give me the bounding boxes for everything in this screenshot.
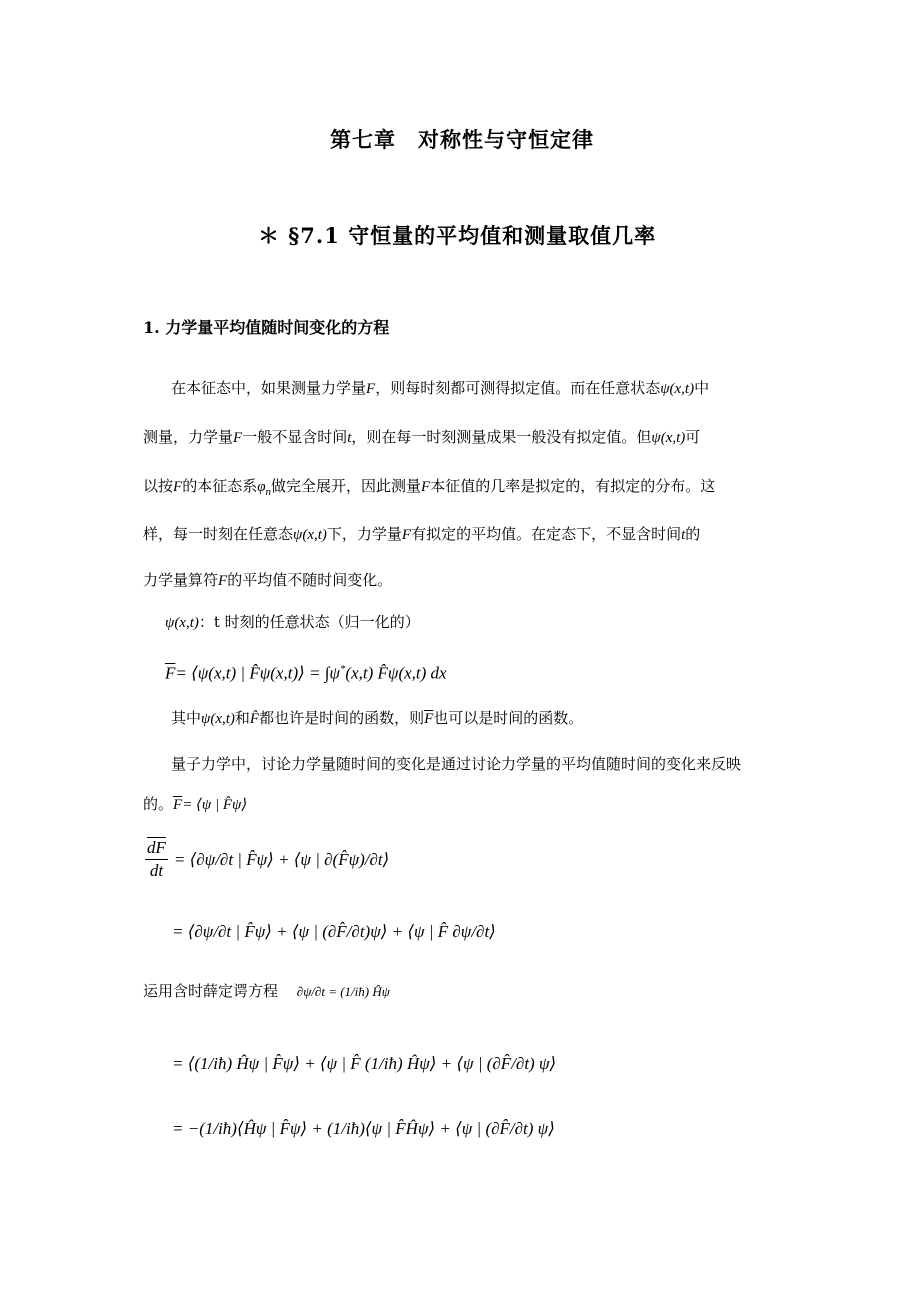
para2: 其中ψ(x,t)和F̂都也许是时间的函数，则$\overline{F}$也可以是时间的函数。 [171,709,584,727]
schrodinger-line: 运用含时薛定谔方程 ∂ψ/∂t = (1/iħ) Ĥψ [143,982,390,1000]
derivative-equation-4: = −(1/iħ)⟨Ĥψ | F̂ψ⟩ + (1/iħ)⟨ψ | F̂Ĥψ⟩ + ⟨ψ | (∂F̂/∂t) ψ⟩ [172,1119,555,1138]
average-equation: $\overline{F}=$ ⟨ψ(x,t) | F̂ψ(x,t)⟩ = ∫ψ*(x,t) F̂ψ(x,t) dx [165,663,447,683]
derivative-equation-3: = ⟨(1/iħ) Ĥψ | F̂ψ⟩ + ⟨ψ | F̂ (1/iħ) Ĥψ⟩ + ⟨ψ | (∂F̂/∂t) ψ⟩ [172,1054,557,1073]
section-title: ＊ §7.1 守恒量的平均值和测量取值几率 [258,223,657,248]
para1-line4: 样，每一时刻在任意态ψ(x,t)下，力学量F有拟定的平均值。在定态下，不显含时间t的 [143,525,701,543]
para1-line3: 以按F的本征态系$\varphi_n$做完全展开，因此测量F本征值的几率是拟定的，有拟定的分布。这 [143,477,716,498]
derivative-equation-2: = ⟨∂ψ/∂t | F̂ψ⟩ + ⟨ψ | (∂F̂/∂t)ψ⟩ + ⟨ψ | F̂ ∂ψ/∂t⟩ [172,922,496,941]
derivative-equation-1: $\frac{\overline{dF}}{dt}$ = ⟨∂ψ/∂t | F̂ψ⟩ + ⟨ψ | ∂(F̂ψ)/∂t⟩ [147,838,390,880]
para3-line2: 的。$\overline{F}=$ ⟨ψ | F̂ψ⟩ [143,795,248,813]
subsection-title: 1. 力学量平均值随时间变化的方程 [143,318,390,337]
chapter-title: 第七章 对称性与守恒定律 [330,127,594,152]
para3-line1: 量子力学中，讨论力学量随时间的变化是通过讨论力学量的平均值随时间的变化来反映 [171,755,742,773]
para1-line1: 在本征态中，如果测量力学量F，则每时刻都可测得拟定值。而在任意状态ψ(x,t)中 [171,379,710,397]
para1-line2: 测量，力学量F一般不显含时间t，则在每一时刻测量成果一般没有拟定值。但ψ(x,t)可 [143,428,701,446]
para1-line5: 力学量算符F的平均值不随时间变化。 [143,571,393,589]
definition-line: ψ(x,t)：t 时刻的任意状态（归一化的） [165,613,420,631]
